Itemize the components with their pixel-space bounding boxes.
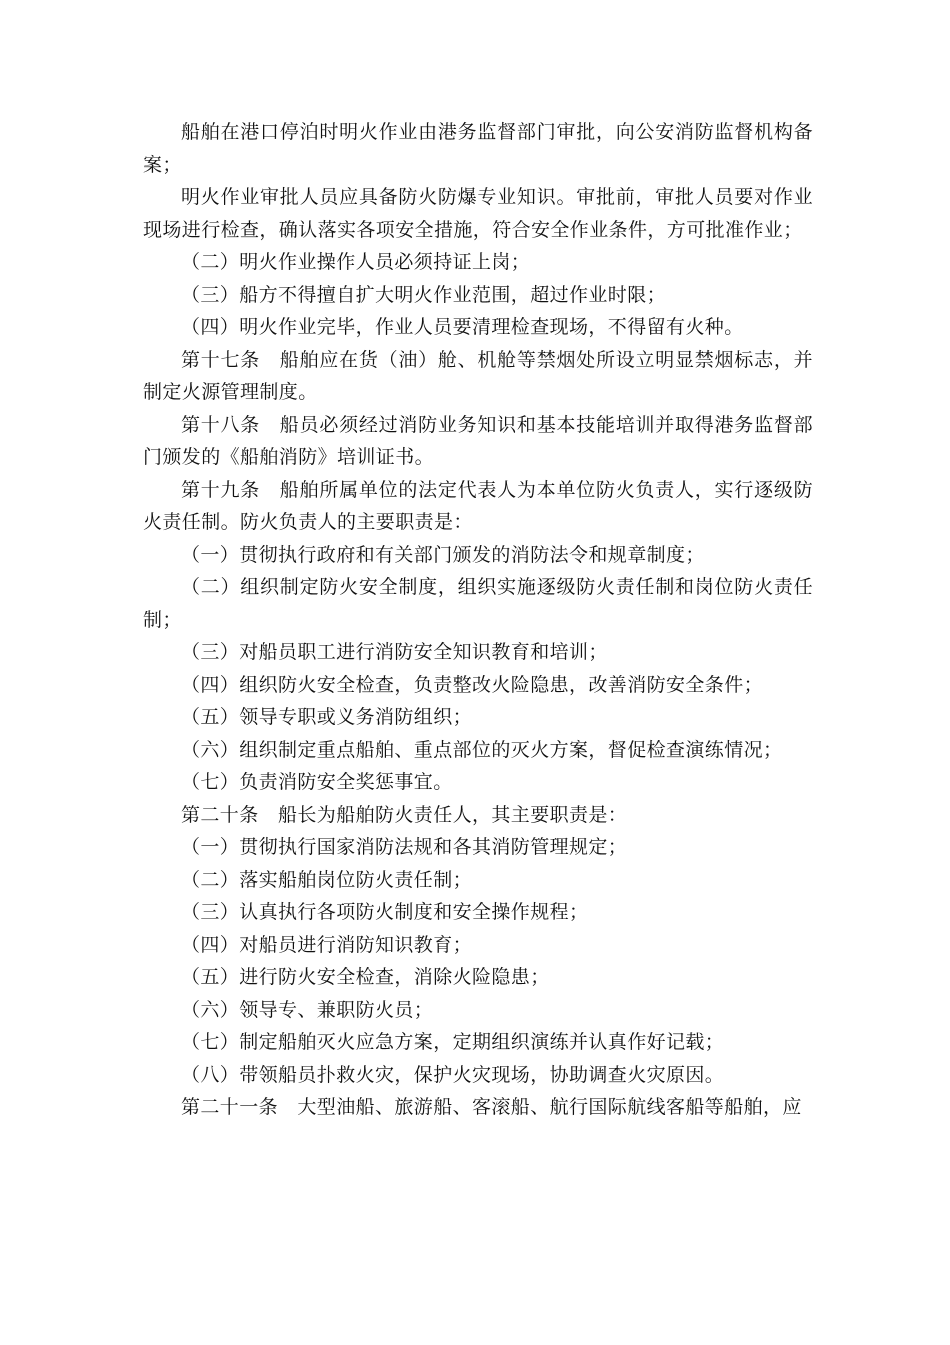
list-item: （三）认真执行各项防火制度和安全操作规程； xyxy=(181,901,589,923)
article-17: 第十七条 船舶应在货（油）舱、机舱等禁烟处所设立明显禁烟标志，并制定火源管理制度。 xyxy=(143,348,813,403)
list-item: （五）领导专职或义务消防组织； xyxy=(181,706,473,728)
article-20: 第二十条 船长为船舶防火责任人，其主要职责是： xyxy=(181,803,628,826)
list-item: （一）贯彻执行政府和有关部门颁发的消防法令和规章制度； xyxy=(181,543,705,566)
list-item: （三）对船员职工进行消防安全知识教育和培训； xyxy=(181,641,608,663)
list-item: （六）组织制定重点船舶、重点部位的灭火方案，督促检查演练情况； xyxy=(181,738,783,761)
article-18: 第十八条 船员必须经过消防业务知识和基本技能培训并取得港务监督部门颁发的《船舶消防》培训证书。 xyxy=(143,413,813,468)
paragraph: （四）明火作业完毕，作业人员要清理检查现场，不得留有火种。 xyxy=(181,316,744,338)
list-item: （八）带领船员扑救火灾，保护火灾现场，协助调查火灾原因。 xyxy=(181,1063,725,1086)
list-item: （六）领导专、兼职防火员； xyxy=(181,998,434,1021)
list-item: （四）对船员进行消防知识教育； xyxy=(181,933,473,956)
list-item: （七）负责消防安全奖惩事宜。 xyxy=(181,771,453,793)
article-19: 第十九条 船舶所属单位的法定代表人为本单位防火负责人，实行逐级防火责任制。防火负责人的主要职责是： xyxy=(143,478,813,533)
list-item: （二）组织制定防火安全制度，组织实施逐级防火责任制和岗位防火责任制； xyxy=(143,576,813,631)
paragraph: （二）明火作业操作人员必须持证上岗； xyxy=(181,251,531,273)
paragraph: 明火作业审批人员应具备防火防爆专业知识。审批前，审批人员要对作业现场进行检查，确认落实各项安全措施，符合安全作业条件，方可批准作业； xyxy=(143,186,813,241)
list-item: （一）贯彻执行国家消防法规和各其消防管理规定； xyxy=(181,836,628,858)
paragraph: 船舶在港口停泊时明火作业由港务监督部门审批，向公安消防监督机构备案； xyxy=(143,121,813,176)
list-item: （四）组织防火安全检查，负责整改火险隐患，改善消防安全条件； xyxy=(181,673,764,696)
list-item: （七）制定船舶灭火应急方案，定期组织演练并认真作好记载； xyxy=(181,1031,725,1053)
list-item: （二）落实船舶岗位防火责任制； xyxy=(181,868,473,891)
document-body xyxy=(143,116,813,1124)
list-item: （五）进行防火安全检查，消除火险隐患； xyxy=(181,966,550,988)
article-21: 第二十一条 大型油船、旅游船、客滚船、航行国际航线客船等船舶，应 xyxy=(181,1096,802,1118)
paragraph: （三）船方不得擅自扩大明火作业范围，超过作业时限； xyxy=(181,283,667,306)
